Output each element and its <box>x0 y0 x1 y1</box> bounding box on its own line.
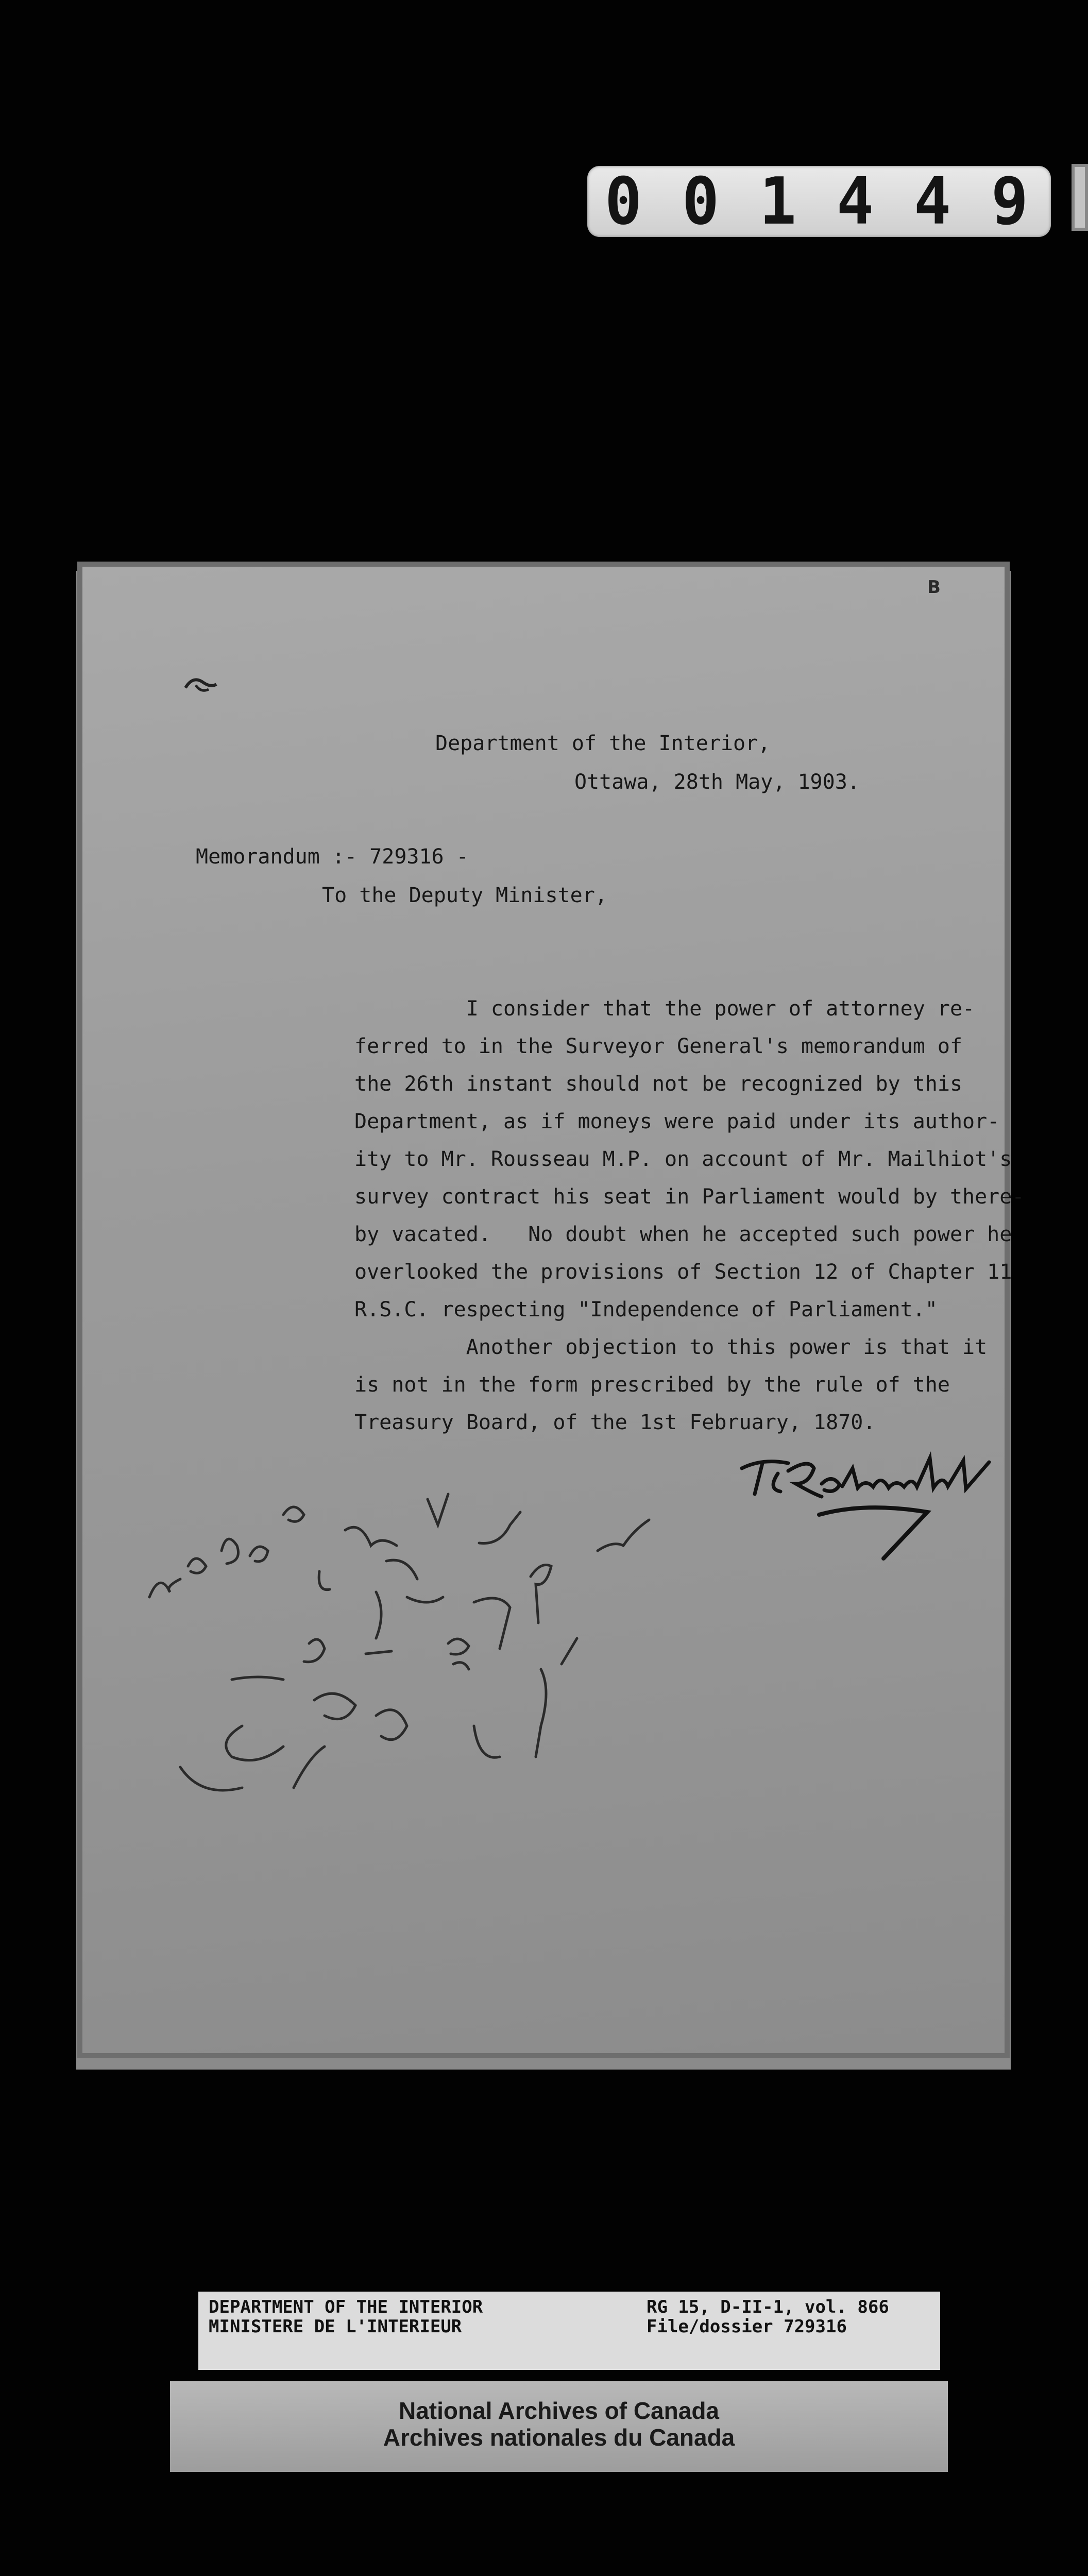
body-line: Department, as if moneys were paid under its author- <box>354 1110 1000 1133</box>
record-group-reference: RG 15, D-II-1, vol. 866 <box>647 2297 889 2317</box>
frame-digit: 4 <box>913 164 957 239</box>
frame-digit: 0 <box>682 164 725 239</box>
addressee: To the Deputy Minister, <box>322 884 607 907</box>
body-line: I consider that the power of attorney re- <box>354 997 975 1021</box>
dateline: Ottawa, 28th May, 1903. <box>574 770 860 794</box>
file-number: File/dossier 729316 <box>647 2316 847 2337</box>
archives-name-english: National Archives of Canada <box>398 2397 719 2424</box>
department-french: MINISTERE DE L'INTERIEUR <box>209 2316 462 2337</box>
body-line: ity to Mr. Rousseau M.P. on account of Mr. Mailhiot's <box>354 1147 1012 1171</box>
body-line: Another objection to this power is that it <box>354 1335 988 1359</box>
handwritten-signature <box>732 1448 999 1582</box>
corner-mark: B <box>927 577 941 598</box>
body-line: ferred to in the Surveyor General's memorandum of <box>354 1035 963 1058</box>
body-line: R.S.C. respecting "Independence of Parliament." <box>354 1298 938 1321</box>
frame-digit: 4 <box>836 164 879 239</box>
frame-digit: 9 <box>991 164 1034 239</box>
archives-banner <box>170 2381 948 2472</box>
department-heading: Department of the Interior, <box>435 732 771 755</box>
body-line: overlooked the provisions of Section 12 of Chapter 11 <box>354 1260 1012 1284</box>
shorthand-annotation <box>139 1468 706 1819</box>
body-line: the 26th instant should not be recognized by this <box>354 1072 963 1096</box>
pencil-mark-icon <box>180 670 222 701</box>
body-line: by vacated. No doubt when he accepted such power he <box>354 1223 1012 1246</box>
body-line: survey contract his seat in Parliament would by there- <box>354 1185 1025 1209</box>
frame-number-counter <box>587 166 1051 237</box>
body-line: Treasury Board, of the 1st February, 1870. <box>354 1411 876 1434</box>
frame-digit: 0 <box>604 164 648 239</box>
frame-digit: 1 <box>759 164 802 239</box>
archives-name-french: Archives nationales du Canada <box>383 2424 735 2451</box>
archive-reference-label <box>198 2292 940 2370</box>
department-english: DEPARTMENT OF THE INTERIOR <box>209 2297 483 2317</box>
body-line: is not in the form prescribed by the rule of the <box>354 1373 950 1397</box>
frame-tab <box>1072 164 1088 231</box>
memorandum-number: Memorandum :- 729316 - <box>196 845 469 869</box>
